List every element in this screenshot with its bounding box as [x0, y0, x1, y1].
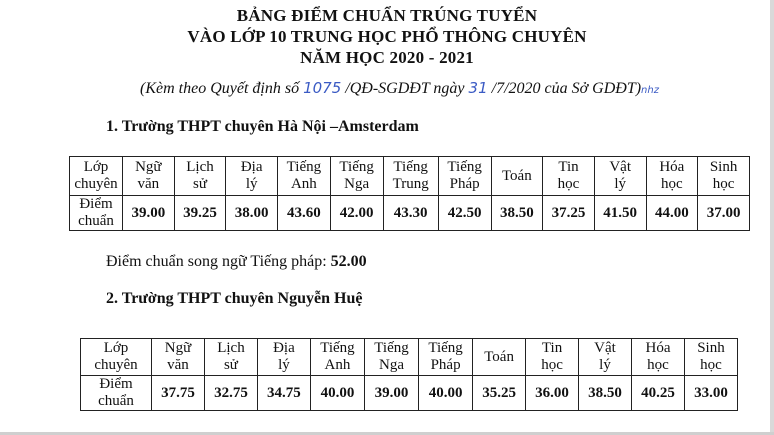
note-part-1: (Kèm theo Quyết định số	[140, 80, 304, 97]
school-2-score-table	[80, 338, 738, 411]
table-cell: Hóa học	[646, 157, 698, 196]
school-1-score-table	[69, 156, 750, 231]
score-cell: 38.50	[491, 196, 543, 231]
score-cell: 42.00	[330, 196, 383, 231]
table-cell: Toán	[473, 339, 526, 376]
score-cell: 43.60	[278, 196, 331, 231]
score-cell: 38.00	[226, 196, 278, 231]
table-cell: Tiếng Pháp	[438, 157, 491, 196]
score-cell: 32.75	[204, 376, 257, 411]
table-cell: Sinh học	[684, 339, 737, 376]
table-row	[81, 339, 738, 376]
title-line-1: BẢNG ĐIỂM CHUẨN TRÚNG TUYỂN	[236, 6, 538, 25]
title-line-3: NĂM HỌC 2020 - 2021	[300, 48, 474, 67]
score-cell: 37.00	[698, 196, 750, 231]
handwritten-decision-number: 1075	[303, 79, 342, 97]
note-part-3: /7/2020 của Sở GDĐT)	[487, 80, 642, 97]
bilingual-french-cutoff	[106, 253, 367, 271]
score-cell: 40.00	[419, 376, 473, 411]
title-line-2: VÀO LỚP 10 TRUNG HỌC PHỔ THÔNG CHUYÊN	[187, 27, 587, 46]
score-cell: 39.00	[123, 196, 175, 231]
score-cell: 40.00	[310, 376, 364, 411]
score-cell: 43.30	[383, 196, 438, 231]
table-cell: Vật lý	[579, 339, 632, 376]
score-cell: 44.00	[646, 196, 698, 231]
score-cell: 37.25	[543, 196, 595, 231]
score-cell: 34.75	[257, 376, 310, 411]
table-cell: Tiếng Nga	[364, 339, 418, 376]
table-cell: Lớp chuyên	[81, 339, 152, 376]
table-row	[70, 157, 750, 196]
school-1-heading: 1. Trường THPT chuyên Hà Nội –Amsterdam	[106, 118, 419, 135]
table-cell: Tiếng Anh	[278, 157, 331, 196]
decision-note	[140, 79, 659, 98]
table-cell: Tin học	[543, 157, 595, 196]
bilingual-score: 52.00	[330, 253, 367, 270]
table-row	[81, 376, 738, 411]
table-cell: Tin học	[526, 339, 579, 376]
table-cell: Tiếng Anh	[310, 339, 364, 376]
score-cell: 40.25	[632, 376, 685, 411]
score-cell: 38.50	[579, 376, 632, 411]
table-cell: Ngữ văn	[152, 339, 205, 376]
table-cell: Tiếng Nga	[330, 157, 383, 196]
score-cell: 37.75	[152, 376, 205, 411]
handwritten-day: 31	[468, 79, 488, 97]
table-cell: Địa lý	[226, 157, 278, 196]
table-cell: Hóa học	[632, 339, 685, 376]
score-cell: 39.25	[174, 196, 226, 231]
table-cell: Vật lý	[594, 157, 646, 196]
bilingual-label: Điểm chuẩn song ngữ Tiếng pháp:	[106, 253, 331, 270]
table-cell: Sinh học	[698, 157, 750, 196]
score-cell: 33.00	[684, 376, 737, 411]
score-cell: 39.00	[364, 376, 418, 411]
handwritten-signature-mark: nhz	[641, 85, 659, 96]
table-row	[70, 196, 750, 231]
score-cell: 41.50	[594, 196, 646, 231]
table-cell: Lịch sử	[174, 157, 226, 196]
score-cell: 42.50	[438, 196, 491, 231]
score-cell: 35.25	[473, 376, 526, 411]
table-cell: Ngữ văn	[123, 157, 175, 196]
table-cell: Điểm chuẩn	[81, 376, 152, 411]
table-cell: Lịch sử	[204, 339, 257, 376]
note-part-2: /QĐ-SGDĐT ngày	[341, 80, 469, 97]
table-cell: Tiếng Pháp	[419, 339, 473, 376]
score-cell: 36.00	[526, 376, 579, 411]
table-cell: Lớp chuyên	[70, 157, 123, 196]
table-cell: Điểm chuẩn	[70, 196, 123, 231]
table-cell: Địa lý	[257, 339, 310, 376]
table-cell: Tiếng Trung	[383, 157, 438, 196]
school-2-heading: 2. Trường THPT chuyên Nguyễn Huệ	[106, 290, 363, 307]
table-cell: Toán	[491, 157, 543, 196]
